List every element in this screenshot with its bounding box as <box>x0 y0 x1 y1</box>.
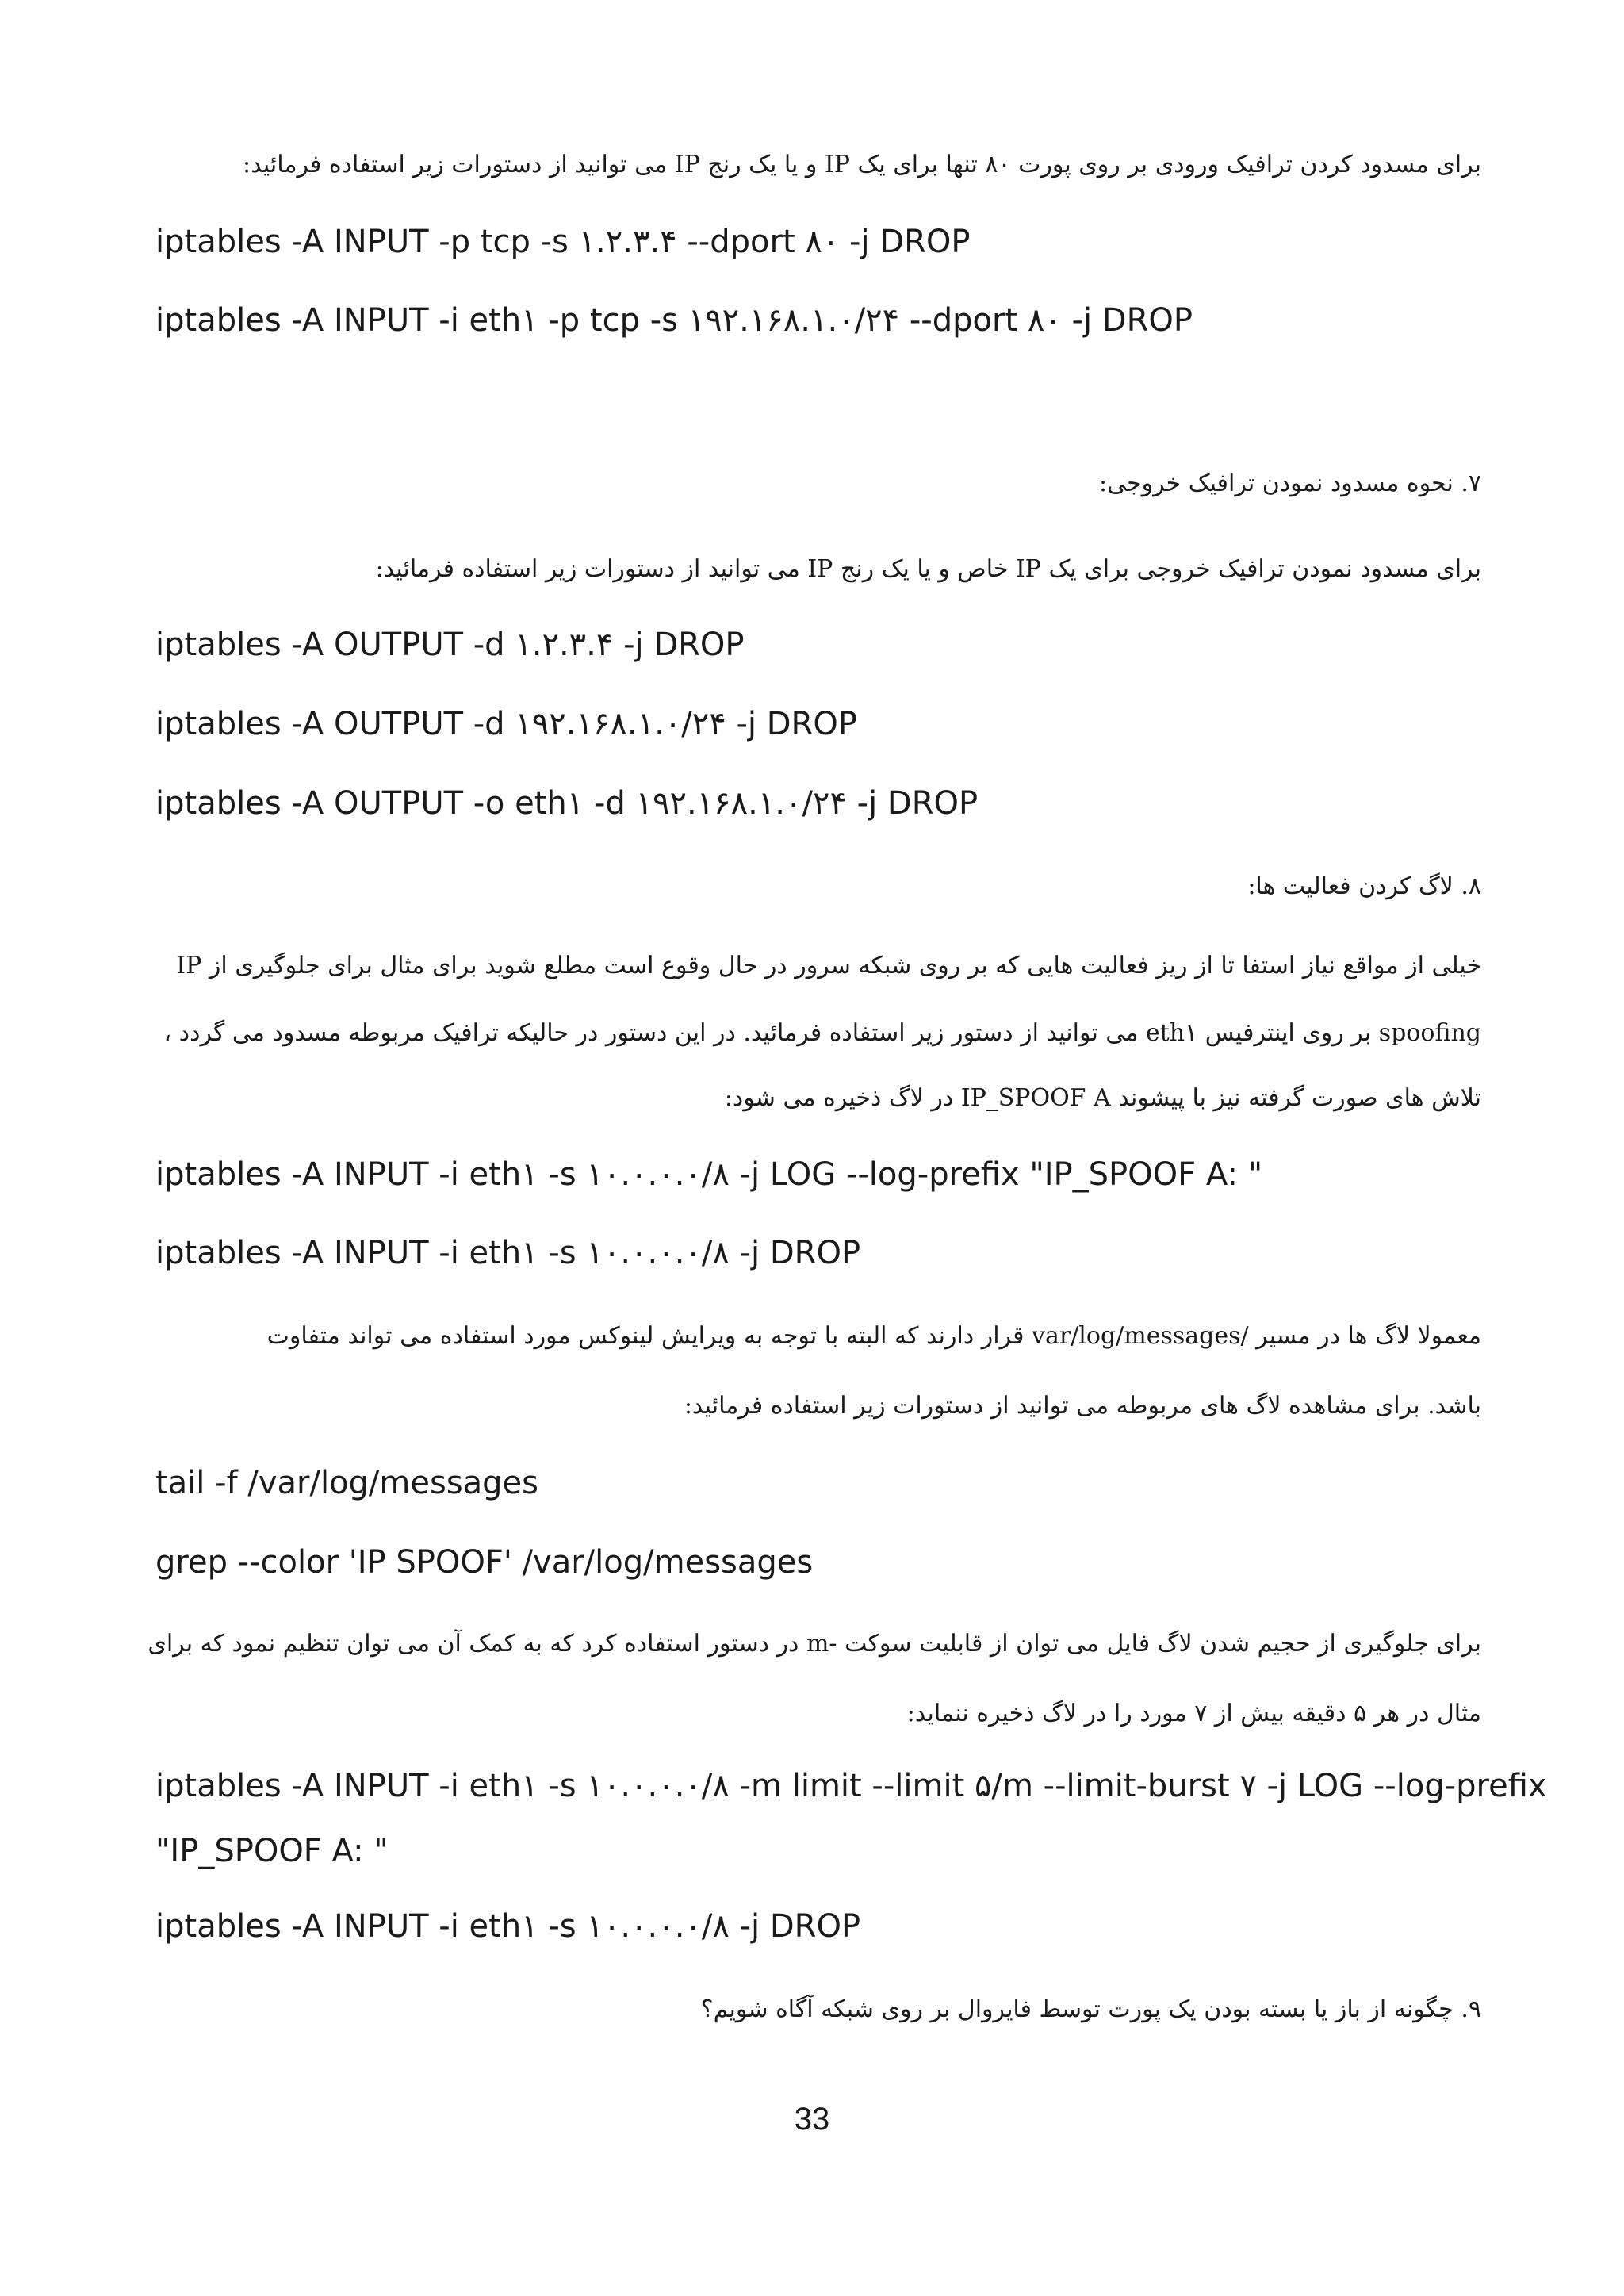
command-output-interface-range: iptables -A OUTPUT -o eth۱ -d ۱۹۲.۱۶۸.۱.۰/۲۴ -j DROP <box>155 785 979 822</box>
paragraph-logging-line-1: خیلی از مواقع نیاز استفا تا از ریز فعالیت هایی که بر روی شبکه سرور در حال وقوع است مطلع شوید برای مثال برای جلوگیری از IP <box>176 952 1481 979</box>
paragraph-outgoing-intro: برای مسدود نمودن ترافیک خروجی برای یک IP خاص و یا یک رنج IP می توانید از دستورات زیر استفاده فرمائید: <box>375 555 1481 583</box>
paragraph-log-path-line-1: معمولا لاگ ها در مسیر /var/log/messages قرار دارند که البته با توجه به ویرایش لینوکس مورد استفاده می تواند متفاوت <box>266 1322 1481 1350</box>
paragraph-log-path-line-2: باشد. برای مشاهده لاگ های مربوطه می توانید از دستورات زیر استفاده فرمائید: <box>684 1392 1481 1420</box>
paragraph-limit-line-2: مثال در هر ۵ دقیقه بیش از ۷ مورد را در لاگ ذخیره ننماید: <box>906 1700 1481 1727</box>
paragraph-logging-line-3: تلاش های صورت گرفته نیز با پیشوند IP_SPOOF A در لاگ ذخیره می شود: <box>724 1084 1481 1112</box>
command-tail-messages: tail -f /var/log/messages <box>155 1465 539 1501</box>
command-output-ip-range: iptables -A OUTPUT -d ۱۹۲.۱۶۸.۱.۰/۲۴ -j DROP <box>155 706 857 742</box>
command-drop-spoof: iptables -A INPUT -i eth۱ -s ۱۰.۰.۰.۰/۸ -j DROP <box>155 1235 861 1271</box>
command-block-port80-ip-range: iptables -A INPUT -i eth۱ -p tcp -s ۱۹۲.۱۶۸.۱.۰/۲۴ --dport ۸۰ -j DROP <box>155 302 1193 339</box>
command-output-single-ip: iptables -A OUTPUT -d ۱.۲.۳.۴ -j DROP <box>155 627 745 663</box>
paragraph-limit-line-1: برای جلوگیری از حجیم شدن لاگ فایل می توان از قابلیت سوکت -m در دستور استفاده کرد که به کمک آن می توان تنظیم نمود که برای <box>147 1630 1481 1658</box>
command-log-limit-line-1: iptables -A INPUT -i eth۱ -s ۱۰.۰.۰.۰/۸ -m limit --limit ۵/m --limit-burst ۷ -j LOG --log-prefix <box>155 1768 1547 1804</box>
command-drop-after-limit: iptables -A INPUT -i eth۱ -s ۱۰.۰.۰.۰/۸ -j DROP <box>155 1908 861 1945</box>
page-number: 33 <box>794 2102 830 2137</box>
section-heading-7: ۷. نحوه مسدود نمودن ترافیک خروجی: <box>1098 470 1481 497</box>
command-log-spoof: iptables -A INPUT -i eth۱ -s ۱۰.۰.۰.۰/۸ -j LOG --log-prefix "IP_SPOOF A: " <box>155 1156 1263 1193</box>
command-log-limit-line-2: "IP_SPOOF A: " <box>155 1833 389 1869</box>
section-heading-9: ۹. چگونه از باز یا بسته بودن یک پورت توسط فایروال بر روی شبکه آگاه شویم؟ <box>700 1995 1481 2023</box>
command-grep-messages: grep --color 'IP SPOOF' /var/log/messages <box>155 1544 814 1581</box>
command-block-port80-single-ip: iptables -A INPUT -p tcp -s ۱.۲.۳.۴ --dport ۸۰ -j DROP <box>155 224 971 260</box>
paragraph-logging-line-2: spoofing بر روی اینترفیس eth۱ می توانید از دستور زیر استفاده فرمائید. در این دستور در حالیکه ترافیک مربوطه مسدود می گردد ، <box>163 1019 1481 1047</box>
paragraph-port80-intro: برای مسدود کردن ترافیک ورودی بر روی پورت ۸۰ تنها برای یک IP و یا یک رنج IP می توانید از دستورات زیر استفاده فرمائید: <box>243 151 1481 178</box>
section-heading-8: ۸. لاگ کردن فعالیت ها: <box>1247 872 1481 900</box>
